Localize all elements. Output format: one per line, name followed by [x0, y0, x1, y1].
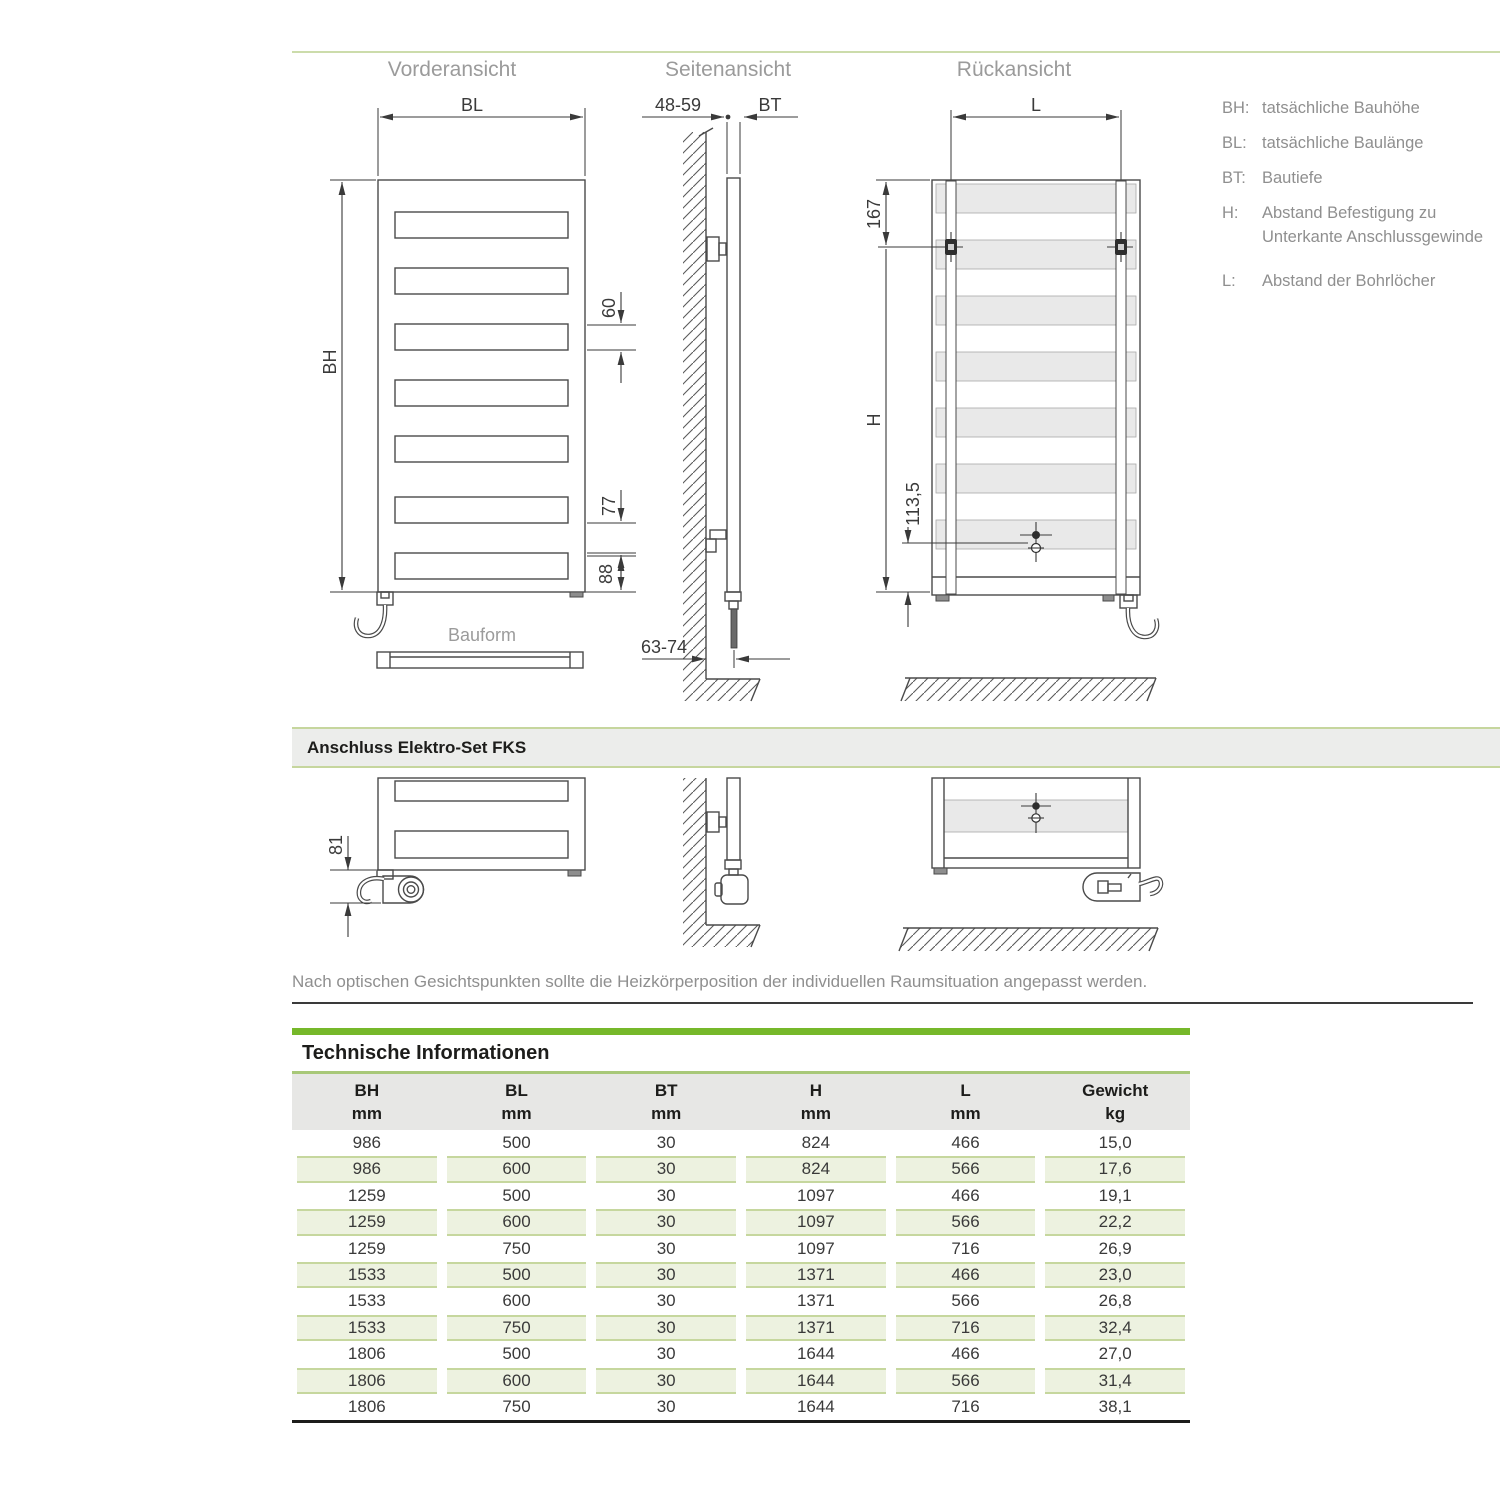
table-cell: 1644: [796, 1344, 835, 1364]
dim-label-88: 88: [596, 563, 616, 585]
table-header-row: [292, 1074, 1190, 1130]
legend-key: H:: [1222, 204, 1239, 222]
legend-text: tatsächliche Bauhöhe: [1262, 99, 1420, 117]
dim-81: [326, 835, 381, 937]
technical-information-table: [292, 1028, 1190, 1423]
front-view-drawing: [320, 95, 636, 668]
table-row: [292, 1315, 1190, 1341]
fks-section-title: Anschluss Elektro-Set FKS: [307, 738, 527, 757]
fks-rear-drawing: [899, 778, 1161, 951]
table-row: [292, 1236, 1190, 1262]
table-cell: 466: [951, 1185, 980, 1205]
table-cell: 466: [896, 1262, 1036, 1288]
radiator-side-profile: [727, 178, 740, 592]
fks-cord-front: [359, 878, 384, 902]
fks-control-unit-side: [715, 860, 748, 904]
fks-control-unit-rear: [1083, 873, 1161, 901]
column-label: H: [809, 1081, 822, 1100]
table-cell: 1097: [746, 1209, 886, 1235]
column-header-gewicht: [1040, 1074, 1190, 1130]
column-label: BT: [654, 1081, 678, 1100]
table-cell: 566: [896, 1368, 1036, 1394]
dim-label-81: 81: [326, 834, 346, 856]
fks-control-unit-front: [383, 876, 424, 903]
column-header-h: [741, 1074, 891, 1130]
table-cell: 30: [656, 1291, 676, 1311]
table-cell: 466: [951, 1344, 980, 1364]
legend-key: L:: [1222, 272, 1236, 290]
table-cell: 1371: [746, 1262, 886, 1288]
radiator-foot: [568, 870, 581, 876]
table-cell: 1259: [347, 1185, 386, 1205]
table-cell: 1533: [297, 1262, 437, 1288]
dim-bt: [744, 95, 798, 117]
column-label: BH: [354, 1081, 380, 1100]
column-unit: mm: [501, 1104, 532, 1123]
section-divider: [292, 1002, 1473, 1004]
legend-text-line1: Abstand Befestigung zu: [1262, 204, 1437, 222]
table-row: [292, 1209, 1190, 1235]
top-separator-line: [292, 51, 1500, 53]
table-row: [292, 1262, 1190, 1288]
table-cell: 26,8: [1098, 1291, 1132, 1311]
table-cell: 600: [447, 1368, 587, 1394]
dim-label-48-59: 48-59: [654, 95, 702, 115]
column-label: Gewicht: [1082, 1081, 1149, 1100]
column-label: BL: [505, 1081, 528, 1100]
dim-label-60: 60: [599, 297, 619, 319]
fks-side-drawing: [683, 778, 760, 947]
column-header-l: [891, 1074, 1041, 1130]
table-cell: 1533: [347, 1291, 386, 1311]
dim-label-113-5: 113,5: [903, 482, 923, 526]
table-cell: 1097: [796, 1238, 835, 1258]
table-cell: 1644: [746, 1368, 886, 1394]
table-cell: 22,2: [1045, 1209, 1185, 1235]
radiator-foot: [1103, 595, 1114, 601]
table-cell: 600: [447, 1209, 587, 1235]
table-cell: 30: [596, 1368, 736, 1394]
fks-section-header: [292, 727, 1500, 768]
column-unit: kg: [1105, 1104, 1126, 1123]
column-unit: mm: [800, 1104, 831, 1123]
table-cell: 19,1: [1098, 1185, 1132, 1205]
legend-text: Abstand der Bohrlöcher: [1262, 272, 1436, 290]
table-cell: 750: [502, 1238, 531, 1258]
table-title: Technische Informationen: [302, 1042, 550, 1064]
wall-bracket: [707, 237, 726, 261]
table-cell: 750: [447, 1315, 587, 1341]
table-cell: 600: [502, 1291, 531, 1311]
table-cell: 986: [352, 1133, 382, 1152]
bauform-label: Bauform: [447, 625, 517, 645]
dim-h: [864, 249, 930, 592]
wall-hatch: [683, 778, 760, 947]
dim-63-74: [641, 637, 790, 668]
table-cell: 1644: [796, 1396, 835, 1416]
table-cell: 1806: [347, 1396, 386, 1416]
table-cell: 566: [896, 1156, 1036, 1182]
table-cell: 824: [801, 1133, 831, 1152]
table-cell: 500: [447, 1262, 587, 1288]
column-unit: mm: [651, 1104, 682, 1123]
rear-view-title: Rückansicht: [956, 58, 1072, 81]
fks-drawings: [292, 768, 1500, 960]
floor-hatch-rear: [901, 678, 1156, 701]
table-cell: 31,4: [1045, 1368, 1185, 1394]
table-cell: 566: [951, 1291, 980, 1311]
column-label: L: [960, 1081, 971, 1100]
dim-label-63-74: 63-74: [640, 637, 688, 657]
table-cell: 566: [896, 1209, 1036, 1235]
table-cell: 986: [297, 1156, 437, 1182]
positioning-note: Nach optischen Gesichtspunkten sollte die Heizkörperposition der individuellen Raumsituation angepasst werden.: [292, 972, 1148, 991]
table-row: [292, 1183, 1190, 1209]
table-row: [292, 1130, 1190, 1156]
valve-bracket: [706, 530, 726, 552]
table-row: [292, 1341, 1190, 1367]
fks-front-drawing: [326, 778, 585, 937]
table-cell: 23,0: [1045, 1262, 1185, 1288]
table-row: [292, 1394, 1190, 1420]
floor-hatch-rear: [899, 928, 1158, 951]
table-cell: 30: [656, 1344, 676, 1364]
table-cell: 600: [447, 1156, 587, 1182]
wall-bracket: [707, 812, 726, 832]
dim-label-77: 77: [599, 495, 619, 517]
front-view-title: Vorderansicht: [387, 58, 517, 81]
table-cell: 824: [746, 1156, 886, 1182]
table-cell: 1806: [297, 1368, 437, 1394]
bauform-drawing: [377, 625, 583, 668]
table-cell: 38,1: [1098, 1396, 1132, 1416]
side-view-title: Seitenansicht: [664, 58, 792, 81]
dim-label-bl: BL: [460, 95, 484, 115]
dim-label-bt: BT: [758, 95, 782, 115]
dim-88: [587, 556, 636, 590]
wall-hatch: [683, 132, 760, 701]
legend-key: BL:: [1222, 134, 1247, 152]
table-cell: 716: [951, 1396, 980, 1416]
legend-text-line2: Unterkante Anschlussgewinde: [1262, 228, 1484, 246]
table-cell: 30: [656, 1396, 676, 1416]
dim-label-bh: BH: [320, 349, 340, 375]
radiator-front-body: [378, 180, 585, 597]
table-row: [292, 1368, 1190, 1394]
table-cell: 30: [656, 1185, 676, 1205]
table-cell: 15,0: [1098, 1133, 1132, 1152]
radiator-foot: [570, 592, 583, 597]
table-cell: 26,9: [1098, 1238, 1132, 1258]
table-accent-bar: [292, 1028, 1190, 1035]
technical-drawings: [292, 90, 1500, 720]
table-cell: 17,6: [1045, 1156, 1185, 1182]
column-unit: mm: [950, 1104, 981, 1123]
radiator-foot: [936, 595, 949, 601]
legend-text: Bautiefe: [1262, 169, 1323, 187]
table-cell: 30: [596, 1156, 736, 1182]
table-cell: 1371: [796, 1291, 835, 1311]
column-header-bh: [292, 1074, 442, 1130]
table-row: [292, 1156, 1190, 1182]
dim-113-5: [902, 482, 1028, 627]
bh-dimension: [320, 180, 636, 592]
dim-label-167: 167: [864, 198, 884, 230]
table-cell: 30: [596, 1315, 736, 1341]
table-cell: 500: [502, 1133, 531, 1152]
table-cell: 30: [656, 1133, 676, 1152]
table-row: [292, 1288, 1190, 1314]
dim-label-l: L: [1030, 95, 1042, 115]
column-header-bt: [591, 1074, 741, 1130]
dim-167: [864, 180, 941, 247]
radiator-foot: [934, 868, 947, 874]
legend-key: BH:: [1222, 99, 1250, 117]
power-cord: [356, 592, 393, 636]
column-header-bl: [442, 1074, 592, 1130]
table-cell: 716: [896, 1315, 1036, 1341]
bl-dimension: [378, 95, 585, 176]
table-cell: 30: [596, 1209, 736, 1235]
heating-element: [725, 592, 741, 648]
dim-label-h: H: [864, 413, 884, 427]
legend-key: BT:: [1222, 169, 1246, 187]
table-body: [292, 1130, 1190, 1423]
rear-view-drawing: [864, 95, 1157, 701]
table-cell: 30: [596, 1262, 736, 1288]
legend-text: tatsächliche Baulänge: [1262, 134, 1424, 152]
table-cell: 500: [502, 1185, 531, 1205]
power-cord-rear: [1120, 595, 1157, 637]
side-view-drawing: [641, 95, 798, 701]
table-cell: 27,0: [1098, 1344, 1132, 1364]
column-unit: mm: [351, 1104, 382, 1123]
table-cell: 30: [656, 1238, 676, 1258]
table-cell: 716: [951, 1238, 980, 1258]
table-cell: 32,4: [1045, 1315, 1185, 1341]
table-cell: 750: [502, 1396, 531, 1416]
table-cell: 1259: [347, 1238, 386, 1258]
table-cell: 1371: [746, 1315, 886, 1341]
dim-60: [587, 292, 636, 383]
table-cell: 1259: [297, 1209, 437, 1235]
table-cell: 1533: [297, 1315, 437, 1341]
table-cell: 466: [951, 1133, 980, 1152]
table-cell: 500: [502, 1344, 531, 1364]
table-cell: 1806: [347, 1344, 386, 1364]
table-cell: 1097: [796, 1185, 835, 1205]
l-dimension: [951, 95, 1121, 236]
